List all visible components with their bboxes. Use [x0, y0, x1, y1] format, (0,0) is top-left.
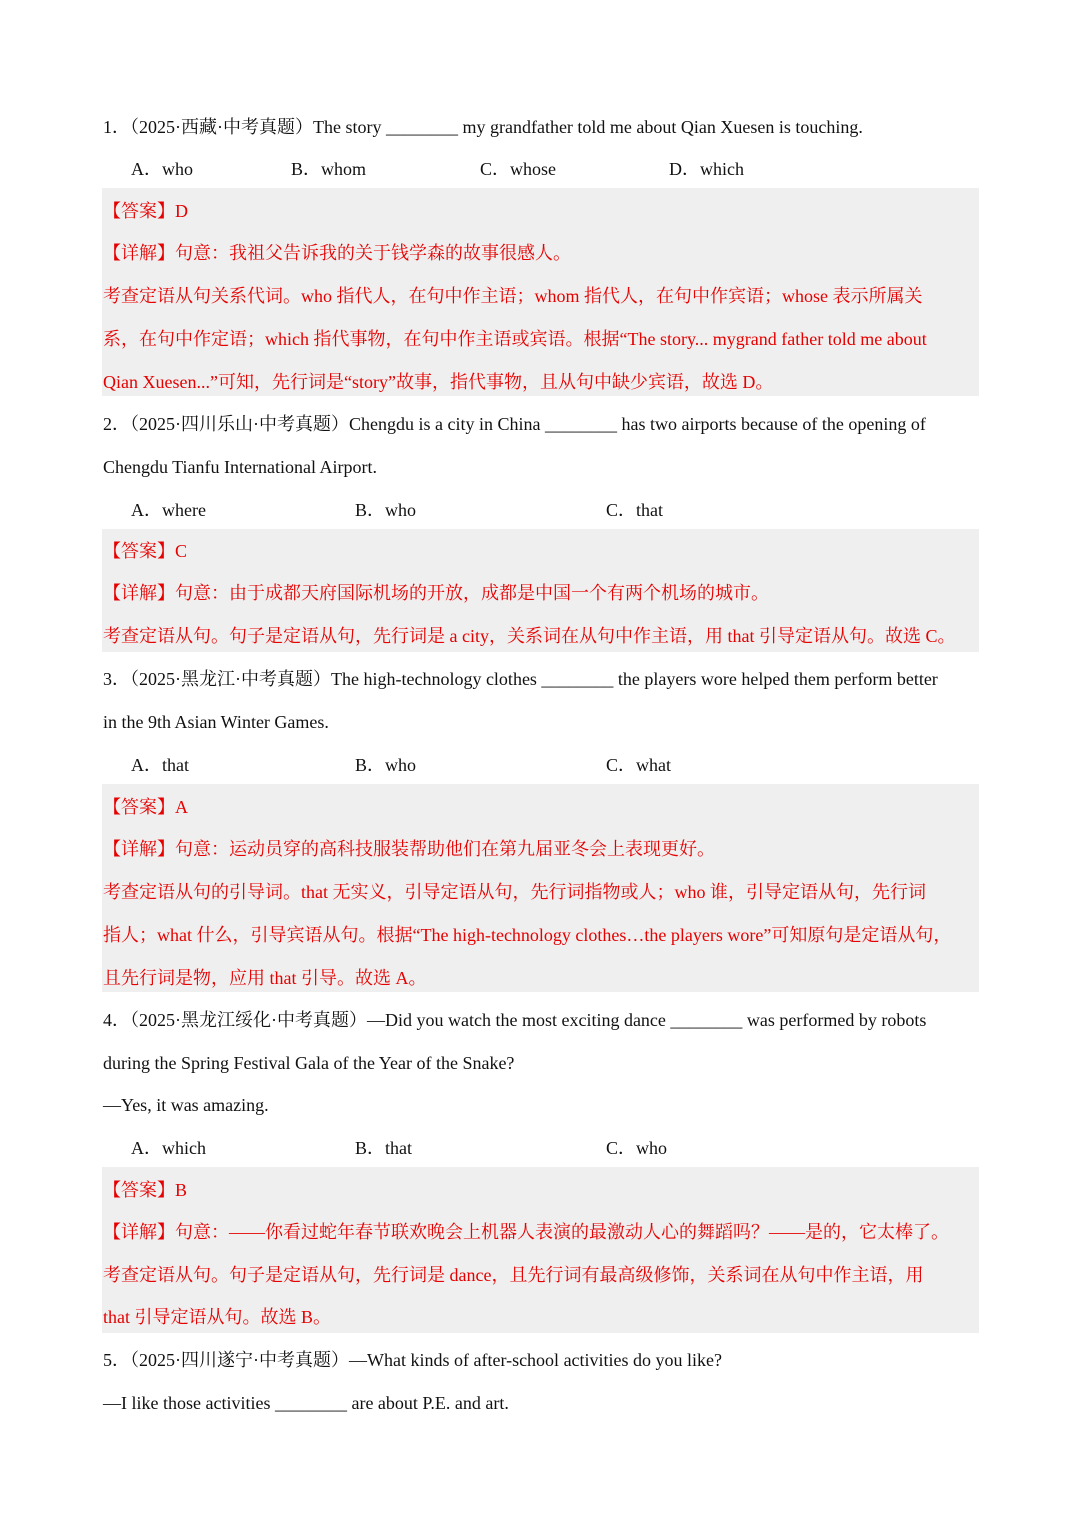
- question-3-options: [131, 744, 981, 786]
- explanation-line: 考查定语从句的引导词。that 无实义，引导定语从句，先行词指物或人；who 谁，引导定语从句，先行词: [103, 882, 926, 902]
- option-c: C．whose: [480, 159, 556, 179]
- answer-label: 【答案】A: [103, 797, 188, 817]
- option-c: C．who: [606, 1138, 668, 1158]
- explanation-line: 考查定语从句。句子是定语从句，先行词是 a city，关系词在从句中作主语，用 that 引导定语从句。故选 C。: [103, 626, 956, 646]
- explanation-line: 【详解】句意：——你看过蛇年春节联欢晚会上机器人表演的最激动人心的舞蹈吗？——是的，它太棒了。: [103, 1222, 949, 1242]
- option-a: A．which: [131, 1138, 206, 1158]
- option-b: B．who: [355, 755, 417, 775]
- option-a: A．who: [131, 159, 193, 179]
- explanation-line: that 引导定语从句。故选 B。: [103, 1307, 331, 1327]
- question-2-text: 2．（2025·四川乐山·中考真题）Chengdu is a city in China ________ has two airports because of the opening of: [103, 414, 926, 434]
- option-d: D．which: [669, 159, 744, 179]
- question-4-text: 4．（2025·黑龙江绥化·中考真题）—Did you watch the most exciting dance ________ was performed by robots: [103, 1010, 927, 1030]
- question-1-text: 1．（2025·西藏·中考真题）The story ________ my grandfather told me about Qian Xuesen is touching.: [103, 117, 863, 137]
- answer-label: 【答案】D: [103, 201, 188, 221]
- answer-label: 【答案】C: [103, 541, 188, 561]
- question-3-text: in the 9th Asian Winter Games.: [103, 712, 329, 732]
- question-4-options: [131, 1127, 981, 1169]
- explanation-line: 考查定语从句关系代词。who 指代人，在句中作主语；whom 指代人，在句中作宾语；whose 表示所属关: [103, 286, 923, 306]
- option-a: A．that: [131, 755, 189, 775]
- option-c: C．what: [606, 755, 671, 775]
- question-5-text: 5．（2025·四川遂宁·中考真题）—What kinds of after-school activities do you like?: [103, 1350, 723, 1370]
- question-5-text: —I like those activities ________ are about P.E. and art.: [103, 1393, 509, 1413]
- option-b: B．who: [355, 500, 417, 520]
- option-b: B．that: [355, 1138, 412, 1158]
- question-2-options: [131, 489, 981, 531]
- explanation-line: 【详解】句意：由于成都天府国际机场的开放，成都是中国一个有两个机场的城市。: [103, 583, 769, 603]
- option-a: A．where: [131, 500, 206, 520]
- explanation-line: 且先行词是物，应用 that 引导。故选 A。: [103, 968, 427, 988]
- explanation-line: 指人；what 什么，引导宾语从句。根据“The high-technology clothes…the players wore”可知原句是定语从句，: [103, 925, 952, 945]
- question-3-text: 3．（2025·黑龙江·中考真题）The high-technology clothes ________ the players wore helped them perform better: [103, 669, 938, 689]
- answer-label: 【答案】B: [103, 1180, 188, 1200]
- question-2-text: Chengdu Tianfu International Airport.: [103, 457, 377, 477]
- explanation-line: 【详解】句意：我祖父告诉我的关于钱学森的故事很感人。: [103, 243, 571, 263]
- question-4-text: during the Spring Festival Gala of the Year of the Snake?: [103, 1053, 515, 1073]
- question-1-options: [131, 148, 981, 190]
- option-c: C．that: [606, 500, 663, 520]
- option-b: B．whom: [291, 159, 367, 179]
- explanation-line: 考查定语从句。句子是定语从句，先行词是 dance，且先行词有最高级修饰，关系词在从句中作主语，用: [103, 1265, 924, 1285]
- explanation-line: Qian Xuesen...”可知，先行词是“story”故事，指代事物，且从句中缺少宾语，故选 D。: [103, 372, 774, 392]
- question-4-text: —Yes, it was amazing.: [103, 1095, 269, 1115]
- explanation-line: 【详解】句意：运动员穿的高科技服装帮助他们在第九届亚冬会上表现更好。: [103, 839, 715, 859]
- explanation-line: 系，在句中作定语；which 指代事物，在句中作主语或宾语。根据“The story... mygrand father told me about: [103, 329, 927, 349]
